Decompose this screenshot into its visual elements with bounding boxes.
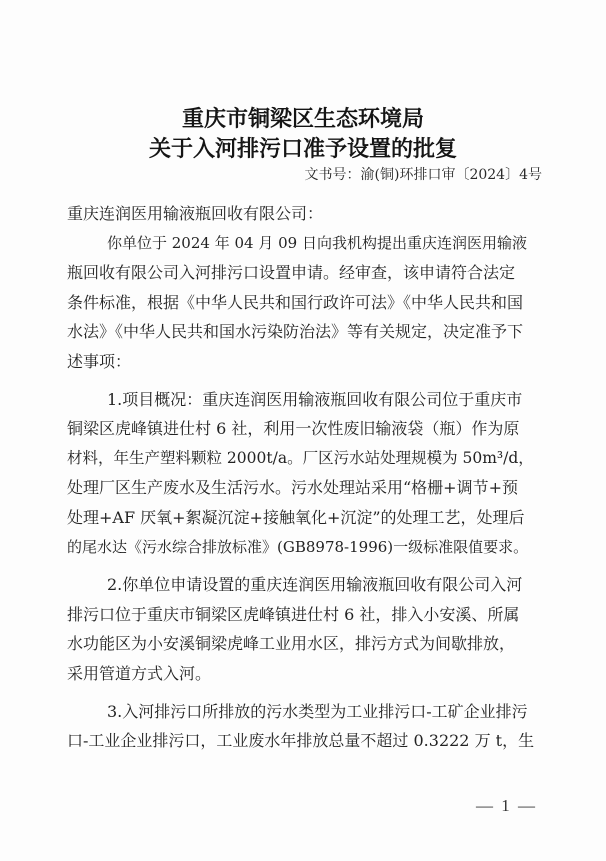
item-3-discharge-type	[67, 697, 537, 756]
paragraph-line: 条件标准，根据《中华人民共和国行政许可法》《中华人民共和国	[67, 292, 524, 312]
paragraph-line: 的尾水达《污水综合排放标准》(GB8978-1996)一级标准限值要求。	[67, 537, 529, 556]
paragraph-line: 2.你单位申请设置的重庆连润医用输液瓶回收有限公司入河	[107, 575, 523, 595]
document-title-line-2: 关于入河排污口准予设置的批复	[148, 136, 457, 162]
paragraph-line: 铜梁区虎峰镇进仕村 6 社，利用一次性废旧输液袋（瓶）作为原	[67, 419, 520, 439]
item-2-outfall-location	[67, 570, 537, 688]
item-1-project-overview	[67, 385, 537, 563]
paragraph-line: 处理厂区生产废水及生活污水。污水处理站采用“格栅+调节+预	[67, 478, 518, 498]
paragraph-line: 3.入河排污口所排放的污水类型为工业排污口-工矿企业排污	[107, 701, 528, 721]
paragraph-line: 1.项目概况：重庆连润医用输液瓶回收有限公司位于重庆市	[107, 389, 523, 409]
document-number: 文书号：渝(铜)环排口审〔2024〕4号	[304, 167, 542, 183]
paragraph-line: 你单位于 2024 年 04 月 09 日向我机构提出重庆连润医用输液	[107, 233, 527, 252]
page-number: — 1 —	[476, 796, 537, 815]
paragraph-line: 瓶回收有限公司入河排污口设置申请。经审查，该申请符合法定	[67, 263, 516, 283]
paragraph-line: 水法》《中华人民共和国水污染防治法》等有关规定，决定准予下	[67, 322, 524, 342]
paragraph-line: 述事项：	[67, 351, 132, 371]
paragraph-line: 排污口位于重庆市铜梁区虎峰镇进仕村 6 社，排入小安溪、所属	[67, 604, 520, 624]
intro-paragraph	[67, 229, 537, 377]
addressee: 重庆连润医用输液瓶回收有限公司：	[67, 204, 324, 223]
paragraph-line: 采用管道方式入河。	[67, 663, 212, 683]
paragraph-line: 水功能区为小安溪铜梁虎峰工业用水区，排污方式为间歇排放，	[67, 634, 516, 654]
paragraph-line: 处理+AF 厌氧+絮凝沉淀+接触氧化+沉淀”的处理工艺，处理后	[67, 507, 525, 527]
paragraph-line: 材料，年生产塑料颗粒 2000t/a。厂区污水站处理规模为 50m³/d，	[67, 448, 534, 467]
paragraph-line: 口-工业企业排污口，工业废水年排放总量不超过 0.3222 万 t，生	[67, 731, 535, 751]
document-title-line-1: 重庆市铜梁区生态环境局	[181, 106, 424, 132]
document-body	[67, 199, 537, 756]
